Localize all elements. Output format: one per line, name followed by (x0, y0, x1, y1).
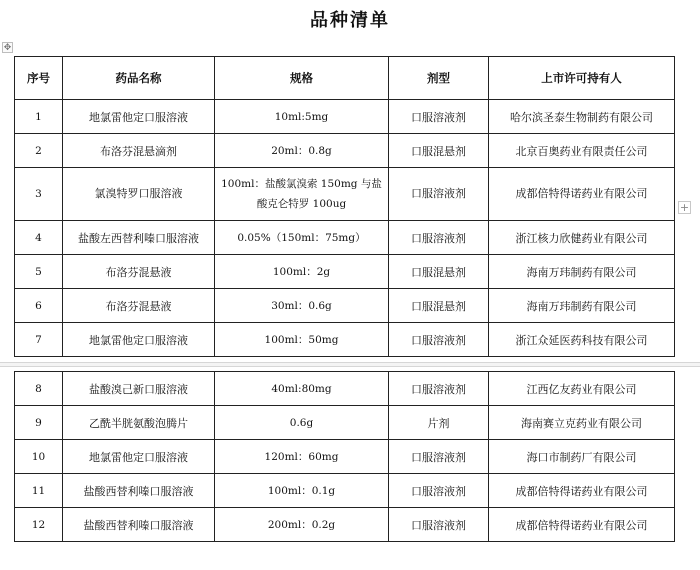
cell-license-holder: 浙江核力欣健药业有限公司 (489, 221, 675, 255)
cell-spec: 30ml：0.6g (215, 289, 389, 323)
cell-drug-name: 氯溴特罗口服溶液 (63, 168, 215, 221)
cell-license-holder: 浙江众延医药科技有限公司 (489, 323, 675, 357)
cell-spec: 10ml:5mg (215, 100, 389, 134)
cell-license-holder: 江西亿友药业有限公司 (489, 372, 675, 406)
cell-drug-name: 盐酸溴己新口服溶液 (63, 372, 215, 406)
cell-no: 6 (15, 289, 63, 323)
table-move-handle-icon[interactable]: ✥ (3, 43, 12, 53)
page-title: 品种清单 (310, 10, 390, 31)
cell-dosage-form: 口服溶液剂 (389, 508, 489, 542)
cell-spec: 100ml：盐酸氯溴索 150mg 与盐酸克仑特罗 100ug (215, 168, 389, 221)
cell-dosage-form: 口服溶液剂 (389, 221, 489, 255)
cell-dosage-form: 口服混悬剂 (389, 134, 489, 168)
cell-spec: 100ml：0.1g (215, 474, 389, 508)
table-row (15, 372, 675, 406)
cell-spec: 0.05%（150ml：75mg） (215, 221, 389, 255)
table-row (15, 440, 675, 474)
cell-license-holder: 成都倍特得诺药业有限公司 (489, 474, 675, 508)
add-row-icon[interactable]: + (679, 201, 690, 214)
header-spec: 规格 (215, 57, 389, 100)
cell-drug-name: 乙酰半胱氨酸泡腾片 (63, 406, 215, 440)
cell-license-holder: 海南赛立克药业有限公司 (489, 406, 675, 440)
cell-no: 5 (15, 255, 63, 289)
cell-no: 4 (15, 221, 63, 255)
cell-drug-name: 地氯雷他定口服溶液 (63, 440, 215, 474)
table-row (15, 168, 675, 221)
cell-dosage-form: 片剂 (389, 406, 489, 440)
cell-drug-name: 地氯雷他定口服溶液 (63, 323, 215, 357)
cell-dosage-form: 口服溶液剂 (389, 323, 489, 357)
cell-drug-name: 地氯雷他定口服溶液 (63, 100, 215, 134)
cell-no: 8 (15, 372, 63, 406)
cell-no: 2 (15, 134, 63, 168)
cell-license-holder: 海南万玮制药有限公司 (489, 289, 675, 323)
table-row (15, 255, 675, 289)
header-form: 剂型 (389, 57, 489, 100)
table-row (15, 134, 675, 168)
cell-spec: 0.6g (215, 406, 389, 440)
cell-drug-name: 布洛芬混悬滴剂 (63, 134, 215, 168)
table-row (15, 323, 675, 357)
table-row (15, 474, 675, 508)
table-row (15, 100, 675, 134)
header-name: 药品名称 (63, 57, 215, 100)
cell-drug-name: 布洛芬混悬液 (63, 255, 215, 289)
cell-no: 3 (15, 168, 63, 221)
page-break-divider (0, 362, 700, 367)
cell-drug-name: 布洛芬混悬液 (63, 289, 215, 323)
cell-license-holder: 海南万玮制药有限公司 (489, 255, 675, 289)
cell-drug-name: 盐酸西替利嗪口服溶液 (63, 508, 215, 542)
cell-dosage-form: 口服溶液剂 (389, 440, 489, 474)
cell-spec: 40ml:80mg (215, 372, 389, 406)
cell-dosage-form: 口服混悬剂 (389, 255, 489, 289)
table-row (15, 508, 675, 542)
cell-license-holder: 成都倍特得诺药业有限公司 (489, 508, 675, 542)
cell-dosage-form: 口服溶液剂 (389, 100, 489, 134)
cell-no: 7 (15, 323, 63, 357)
cell-drug-name: 盐酸左西替利嗪口服溶液 (63, 221, 215, 255)
cell-spec: 120ml：60mg (215, 440, 389, 474)
table-row (15, 221, 675, 255)
cell-dosage-form: 口服溶液剂 (389, 372, 489, 406)
drug-list-table (14, 56, 675, 357)
cell-no: 11 (15, 474, 63, 508)
cell-no: 9 (15, 406, 63, 440)
table-header-row (15, 57, 675, 100)
cell-license-holder: 北京百奥药业有限责任公司 (489, 134, 675, 168)
drug-list-table-continued (14, 371, 675, 542)
cell-drug-name: 盐酸西替利嗪口服溶液 (63, 474, 215, 508)
cell-no: 12 (15, 508, 63, 542)
cell-dosage-form: 口服溶液剂 (389, 168, 489, 221)
header-holder: 上市许可持有人 (489, 57, 675, 100)
cell-spec: 100ml：2g (215, 255, 389, 289)
table-row (15, 289, 675, 323)
cell-spec: 100ml：50mg (215, 323, 389, 357)
cell-no: 10 (15, 440, 63, 474)
cell-license-holder: 海口市制药厂有限公司 (489, 440, 675, 474)
cell-dosage-form: 口服混悬剂 (389, 289, 489, 323)
cell-dosage-form: 口服溶液剂 (389, 474, 489, 508)
cell-spec: 200ml：0.2g (215, 508, 389, 542)
cell-license-holder: 成都倍特得诺药业有限公司 (489, 168, 675, 221)
cell-no: 1 (15, 100, 63, 134)
cell-spec: 20ml：0.8g (215, 134, 389, 168)
cell-license-holder: 哈尔滨圣泰生物制药有限公司 (489, 100, 675, 134)
table-row (15, 406, 675, 440)
header-no: 序号 (15, 57, 63, 100)
